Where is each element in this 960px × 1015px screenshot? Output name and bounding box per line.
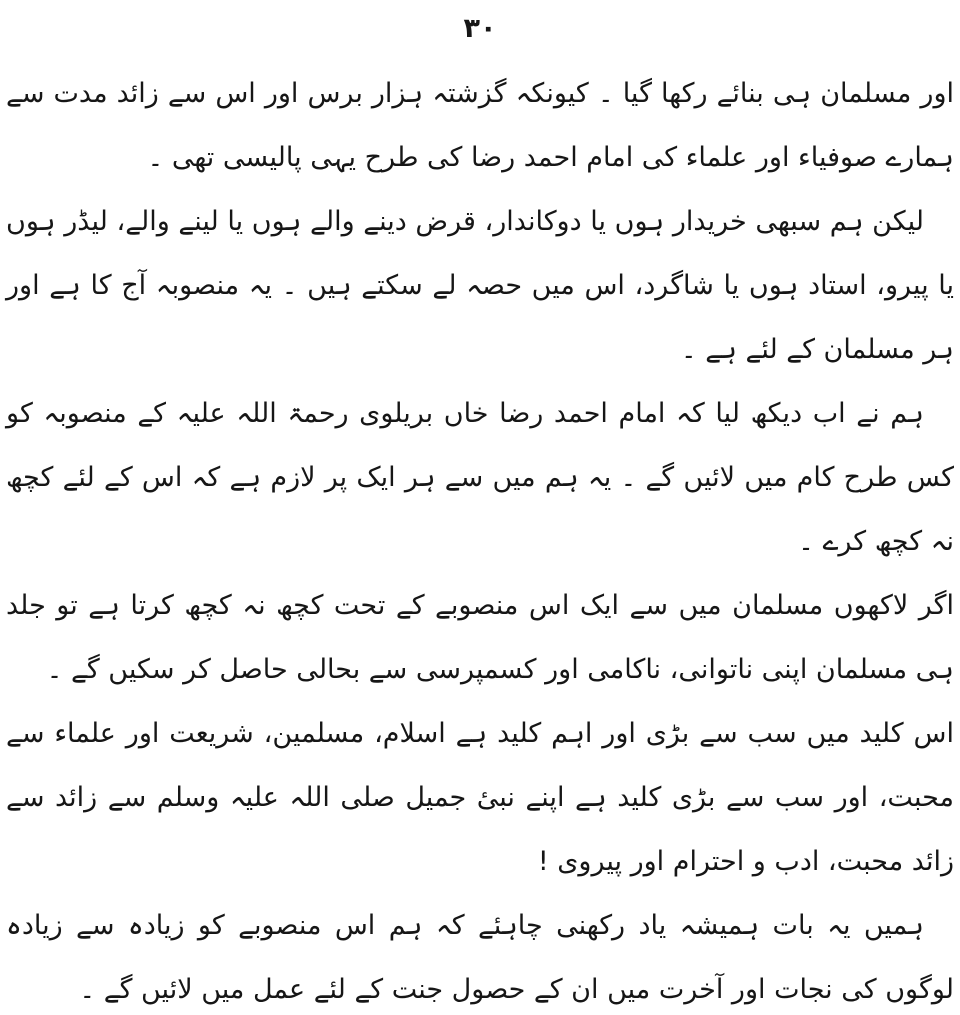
paragraph: ہم نے اب دیکھ لیا کہ امام احمد رضا خاں بریلوی رحمۃ اللہ علیہ کے منصوبہ کو کس طرح کام میں لائیں گے ۔ یہ ہم میں سے ہر ایک پر لازم ہے کہ اس کے لئے کچھ نہ کچھ کرے ۔ [6, 398, 954, 557]
document-body [0, 58, 960, 1015]
paragraph: اگر لاکھوں مسلمان میں سے ایک اس منصوبے کے تحت کچھ نہ کچھ کرتا ہے تو جلد ہی مسلمان اپنی ناتوانی، ناکامی اور کسمپرسی سے بحالی حاصل کر سکیں گے ۔ [6, 590, 954, 685]
paragraph: ہمیں یہ بات ہمیشہ یاد رکھنی چاہئے کہ ہم اس منصوبے کو زیادہ سے زیادہ لوگوں کی نجات اور آخرت میں ان کے حصول جنت کے لئے عمل میں لائیں گے ۔ [6, 910, 954, 1005]
page-number: ۳۰ [463, 13, 497, 44]
paragraph: لیکن ہم سبھی خریدار ہوں یا دوکاندار، قرض دینے والے ہوں یا لینے والے، لیڈر ہوں یا پیرو، استاد ہوں یا شاگرد، اس میں حصہ لے سکتے ہیں ۔ یہ منصوبہ آج کا ہے اور ہر مسلمان کے لئے ہے ۔ [6, 206, 954, 365]
paragraph: اور مسلمان ہی بنائے رکھا گیا ۔ کیونکہ گزشتہ ہزار برس اور اس سے زائد مدت سے ہمارے صوفیاء اور علماء کی امام احمد رضا کی طرح یہی پالیسی تھی ۔ [6, 78, 954, 173]
paragraph: اس کلید میں سب سے بڑی اور اہم کلید ہے اسلام، مسلمین، شریعت اور علماء سے محبت، اور سب سے بڑی کلید ہے اپنے نبیٔ جمیل صلی اللہ علیہ وسلم سے زائد سے زائد محبت، ادب و احترام اور پیروی ! [6, 718, 954, 877]
